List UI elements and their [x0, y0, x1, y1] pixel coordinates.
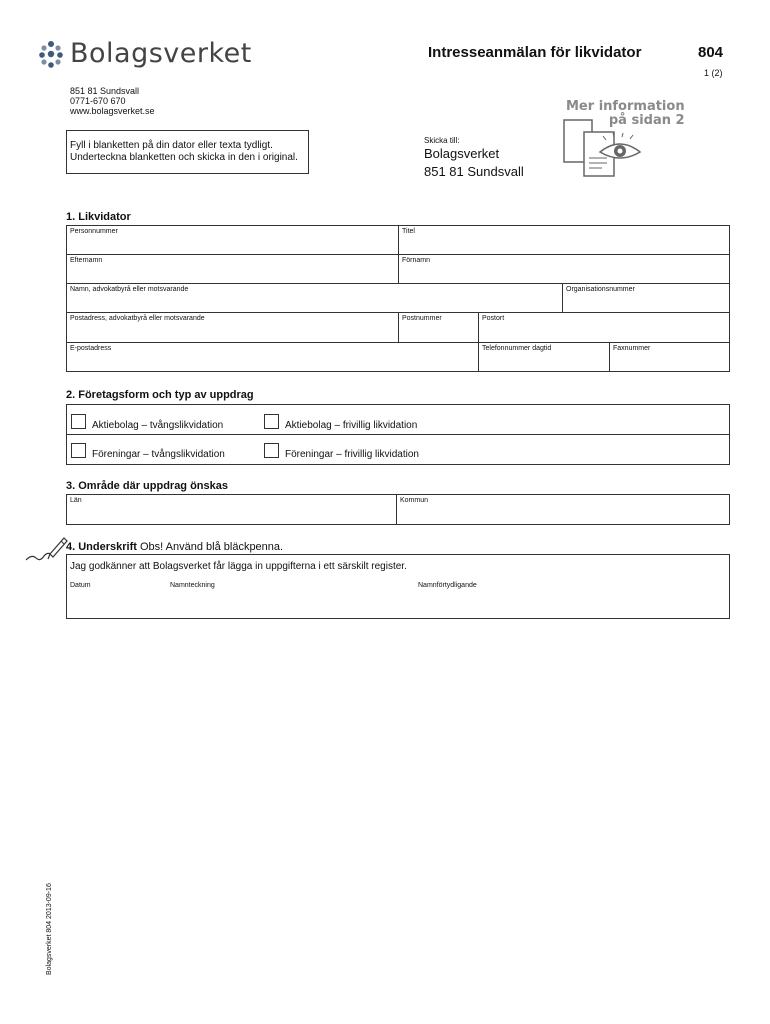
kommun-field[interactable]: Kommun	[400, 497, 429, 504]
section1-title: 1. Likvidator	[66, 211, 131, 223]
instructions-box	[66, 130, 309, 174]
instructions-line2: Underteckna blanketten och skicka in den i original.	[70, 152, 298, 163]
send-to-name: Bolagsverket	[424, 146, 500, 161]
logo-dots-icon	[38, 40, 64, 68]
option-for-tvang-label: Föreningar – tvångslikvidation	[92, 449, 225, 460]
checkbox-ab-tvang[interactable]	[71, 414, 86, 429]
checkbox-for-tvang[interactable]	[71, 443, 86, 458]
checkbox-for-frivillig[interactable]	[264, 443, 279, 458]
epost-field[interactable]: E-postadress	[70, 345, 112, 352]
section4-heading	[66, 541, 283, 553]
namn-byra-field[interactable]: Namn, advokatbyrå eller motsvarande	[70, 286, 189, 293]
orgnr-field[interactable]: Organisationsnummer	[566, 286, 635, 293]
postadress-field[interactable]: Postadress, advokatbyrå eller motsvarande	[70, 315, 205, 322]
pen-icon	[24, 532, 68, 566]
send-to-label: Skicka till:	[424, 136, 460, 145]
logo-text: Bolagsverket	[70, 38, 252, 69]
namnfortydligande-field[interactable]: Namnförtydligande	[418, 582, 477, 589]
section3-title: 3. Område där uppdrag önskas	[66, 480, 228, 492]
instructions-line1: Fyll i blanketten på din dator eller texta tydligt.	[70, 140, 273, 151]
send-to-address: 851 81 Sundsvall	[424, 164, 524, 179]
lan-field[interactable]: Län	[70, 497, 82, 504]
postnummer-field[interactable]: Postnummer	[402, 315, 442, 322]
personnummer-field[interactable]: Personnummer	[70, 228, 118, 235]
form-version-text: Bolagsverket 804 2013-09-16	[46, 883, 53, 975]
address-web[interactable]: www.bolagsverket.se	[70, 106, 155, 116]
datum-field[interactable]: Datum	[70, 582, 91, 589]
more-info-line2: på sidan 2	[608, 113, 685, 128]
form-title: Intresseanmälan för likvidator	[428, 44, 642, 61]
option-for-frivillig-label: Föreningar – frivillig likvidation	[285, 449, 419, 460]
address-line: 851 81 Sundsvall	[70, 86, 140, 96]
document-eye-icon	[562, 118, 644, 178]
fax-field[interactable]: Faxnummer	[613, 345, 651, 352]
option-ab-frivillig-label: Aktiebolag – frivillig likvidation	[285, 420, 418, 431]
section3-box	[66, 494, 730, 525]
section4-note: Obs! Använd blå bläckpenna.	[139, 541, 284, 553]
option-ab-tvang-label: Aktiebolag – tvångslikvidation	[92, 420, 224, 431]
namnteckning-field[interactable]: Namnteckning	[170, 582, 215, 589]
more-info-line1: Mer information	[566, 99, 685, 114]
section4-title: 4. Underskrift	[66, 541, 137, 553]
titel-field[interactable]: Titel	[402, 228, 415, 235]
telefon-field[interactable]: Telefonnummer dagtid	[482, 345, 552, 352]
checkbox-ab-frivillig[interactable]	[264, 414, 279, 429]
address-phone: 0771-670 670	[70, 96, 126, 106]
postort-field[interactable]: Postort	[482, 315, 505, 322]
section2-title: 2. Företagsform och typ av uppdrag	[66, 389, 254, 401]
consent-text: Jag godkänner att Bolagsverket får lägga in uppgifterna i ett särskilt register.	[70, 561, 407, 572]
efternamn-field[interactable]: Efternamn	[70, 257, 103, 264]
fornamn-field[interactable]: Förnamn	[402, 257, 431, 264]
page-indicator: 1 (2)	[704, 68, 723, 78]
form-number: 804	[698, 44, 724, 61]
